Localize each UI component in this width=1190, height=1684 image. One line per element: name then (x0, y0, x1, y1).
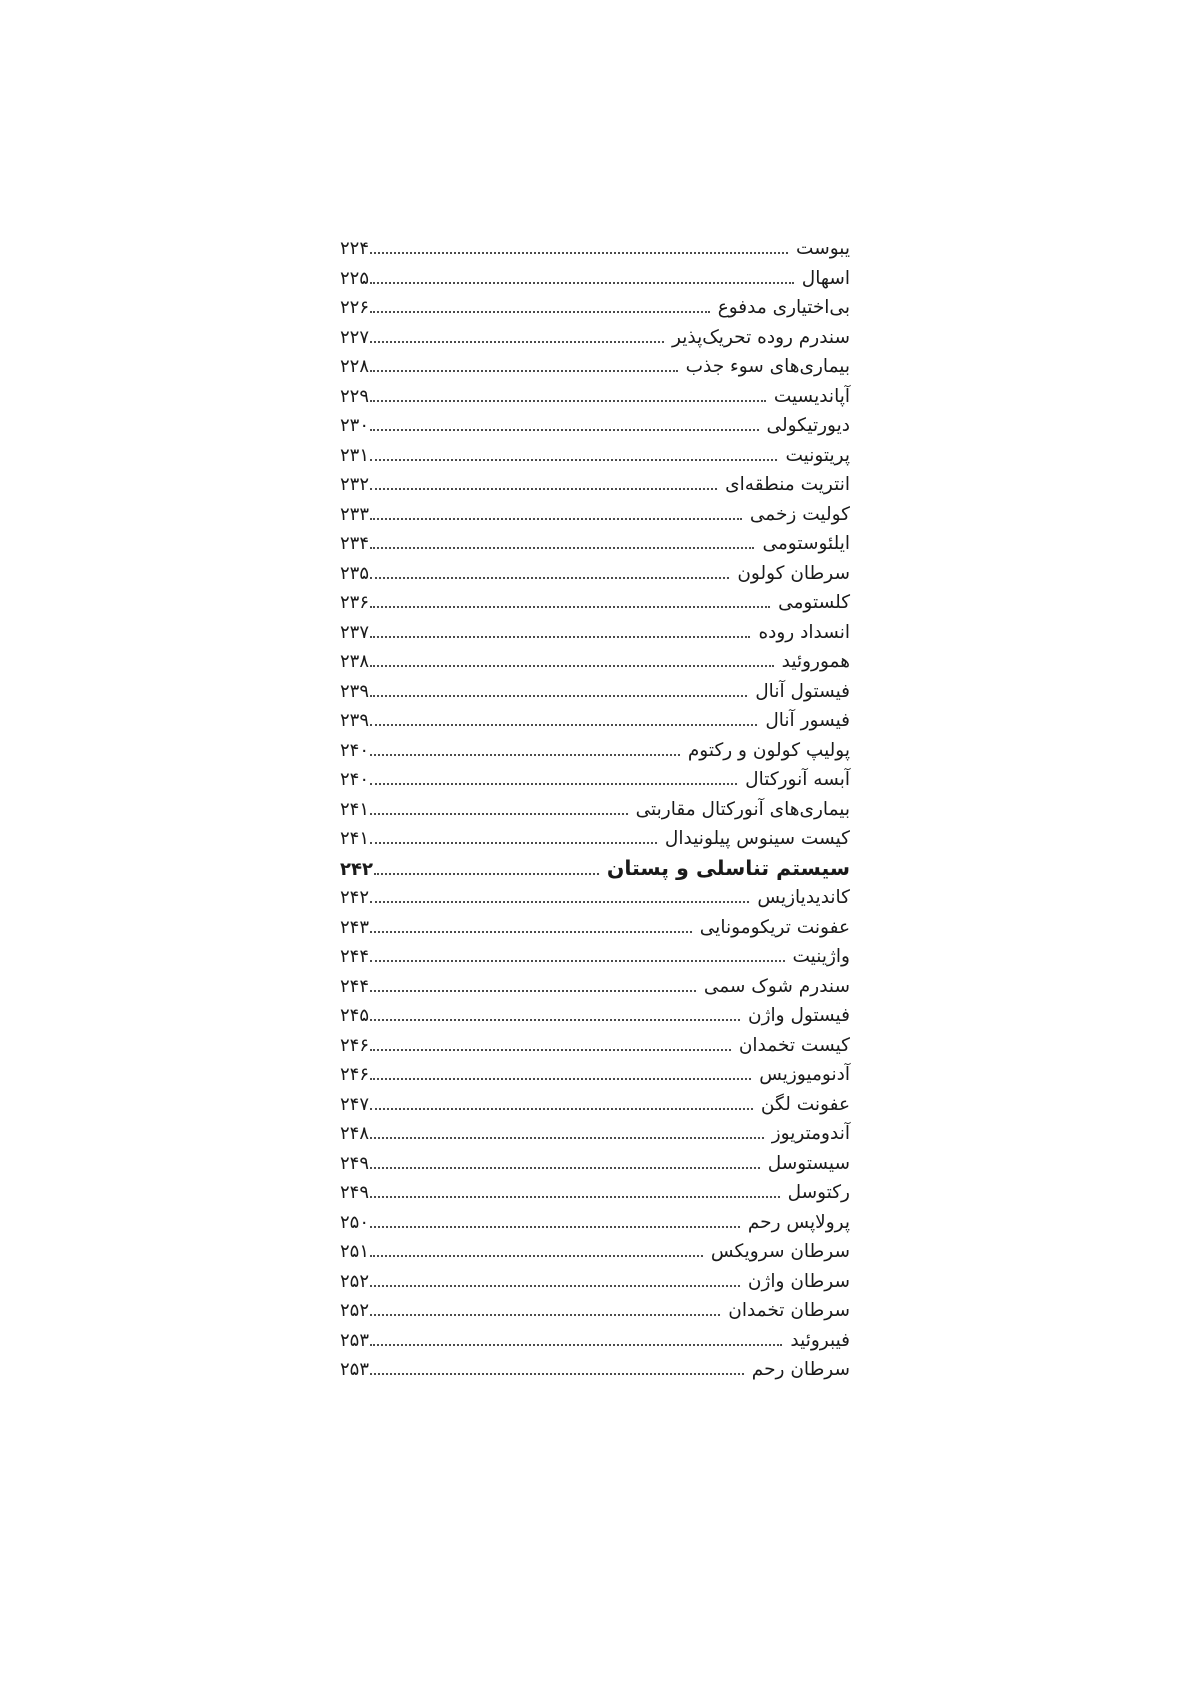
toc-entry-title: آپاندیسیت (773, 385, 850, 407)
toc-entry-title: دیورتیکولی (766, 415, 850, 436)
toc-entry-title: سیستم تناسلی و پستان (606, 855, 850, 880)
toc-entry-page: ۲۴۴ (340, 946, 370, 967)
toc-entry-page: ۲۳۹ (340, 710, 370, 731)
toc-entry (340, 529, 850, 559)
toc-entry-title: سندرم روده تحریک‌پذیر (672, 326, 850, 348)
toc-entry (340, 382, 850, 412)
toc-entry-title: فیبروئید (790, 1329, 850, 1351)
toc-entry (340, 323, 850, 353)
dot-leader (370, 778, 737, 785)
toc-entry-page: ۲۴۷ (340, 1093, 370, 1115)
toc-entry-title: انتریت منطقه‌ای (725, 474, 850, 495)
toc-entry-page: ۲۴۲ (340, 887, 370, 908)
dot-leader (370, 1309, 720, 1316)
toc-entry-page: ۲۵۱ (340, 1241, 370, 1262)
toc-entry-page: ۲۳۷ (340, 621, 370, 643)
toc-entry (340, 1208, 850, 1238)
toc-entry (340, 972, 850, 1002)
toc-entry-title: سندرم شوک سمی (703, 975, 850, 997)
toc-entry-page: ۲۴۹ (340, 1182, 370, 1203)
toc-entry-title: پریتونیت (785, 444, 850, 466)
toc-entry-title: فیسور آنال (765, 710, 850, 731)
toc-entry (340, 1267, 850, 1297)
dot-leader (370, 660, 774, 667)
toc-entry-page: ۲۴۶ (340, 1034, 370, 1056)
toc-entry-page: ۲۴۴ (340, 975, 370, 997)
toc-entry-page: ۲۴۵ (340, 1005, 370, 1026)
toc-entry-title: یبوست (796, 238, 850, 259)
dot-leader (370, 1339, 782, 1346)
toc-entry (340, 1090, 850, 1120)
toc-section-heading (340, 854, 850, 884)
dot-leader (370, 1103, 753, 1110)
toc-entry (340, 883, 850, 913)
toc-entry (340, 1237, 850, 1267)
toc-entry-title: کیست تخمدان (738, 1034, 850, 1056)
dot-leader (370, 926, 692, 933)
toc-entry-title: پرولاپس رحم (747, 1211, 850, 1233)
toc-entry-page: ۲۲۷ (340, 326, 370, 348)
toc-entry-title: کولیت زخمی (749, 503, 850, 525)
dot-leader (370, 424, 759, 431)
dot-leader (370, 1368, 744, 1375)
toc-entry (340, 1060, 850, 1090)
toc-entry-page: ۲۲۸ (340, 356, 370, 377)
toc-entry (340, 736, 850, 766)
toc-entry (340, 706, 850, 736)
toc-entry-page: ۲۳۹ (340, 680, 370, 702)
toc-entry-title: هموروئید (781, 651, 850, 672)
dot-leader (370, 454, 777, 461)
toc-entry-page: ۲۴۸ (340, 1123, 370, 1144)
dot-leader (370, 719, 757, 726)
dot-leader (370, 631, 750, 638)
toc-entry-title: واژینیت (792, 946, 850, 967)
dot-leader (370, 1250, 703, 1257)
dot-leader (370, 1014, 740, 1021)
toc-entry-page: ۲۵۲ (340, 1270, 370, 1292)
toc-entry-title: فیستول آنال (755, 680, 850, 702)
dot-leader (370, 483, 717, 490)
toc-entry (340, 1031, 850, 1061)
dot-leader (370, 1280, 740, 1287)
toc-entry-title: عفونت لگن (760, 1093, 850, 1115)
toc-entry (340, 618, 850, 648)
toc-entry-title: آبسه آنورکتال (745, 769, 850, 790)
dot-leader (370, 1044, 731, 1051)
dot-leader (370, 896, 749, 903)
toc-entry (340, 765, 850, 795)
toc-entry-page: ۲۲۶ (340, 297, 370, 318)
toc-entry-title: سرطان رحم (751, 1359, 850, 1380)
dot-leader (370, 690, 747, 697)
toc-entry-page: ۲۴۱ (340, 828, 370, 849)
toc-entry-title: کیست سینوس پیلونیدال (664, 828, 850, 849)
dot-leader (370, 837, 657, 844)
toc-entry (340, 647, 850, 677)
dot-leader (370, 1162, 760, 1169)
toc-entry-page: ۲۵۳ (340, 1359, 370, 1380)
toc-entry-page: ۲۳۸ (340, 651, 370, 672)
toc-entry-title: انسداد روده (758, 621, 850, 643)
toc-entry (340, 1149, 850, 1179)
toc-entry-page: ۲۴۹ (340, 1152, 370, 1174)
dot-leader (370, 513, 742, 520)
toc-entry-page: ۲۳۵ (340, 562, 370, 584)
toc-entry (340, 234, 850, 264)
toc-entry-title: سیستوسل (767, 1152, 850, 1174)
toc-entry (340, 264, 850, 294)
dot-leader (370, 306, 710, 313)
toc-entry-title: سرطان تخمدان (728, 1300, 850, 1321)
dot-leader (370, 1191, 780, 1198)
toc-entry-title: سرطان کولون (737, 562, 850, 584)
dot-leader (370, 336, 664, 343)
toc-entry-page: ۲۴۰ (340, 739, 370, 761)
toc-entry-page: ۲۳۲ (340, 474, 370, 495)
toc-entry-title: بیماری‌های آنورکتال مقاربتی (635, 798, 850, 820)
toc-entry-title: بیماری‌های سوء جذب (685, 356, 850, 377)
toc-entry-page: ۲۲۹ (340, 385, 370, 407)
toc-entry (340, 677, 850, 707)
toc-entry-title: آدنومیوزیس (759, 1064, 850, 1085)
dot-leader (374, 868, 599, 875)
toc-entry (340, 470, 850, 500)
toc-entry-page: ۲۳۳ (340, 503, 370, 525)
dot-leader (370, 277, 794, 284)
toc-entry-title: ایلئوستومی (762, 533, 850, 554)
toc-list (340, 234, 850, 1385)
toc-entry-page: ۲۳۴ (340, 533, 370, 554)
toc-entry-page: ۲۲۵ (340, 267, 370, 289)
toc-entry-page: ۲۴۰ (340, 769, 370, 790)
toc-entry-title: بی‌اختیاری مدفوع (717, 297, 850, 318)
toc-entry (340, 559, 850, 589)
toc-entry-title: اسهال (801, 267, 850, 289)
toc-entry-title: کاندیدیازیس (757, 887, 850, 908)
toc-entry (340, 913, 850, 943)
toc-entry-page: ۲۴۲ (340, 858, 373, 880)
dot-leader (370, 601, 770, 608)
toc-entry (340, 411, 850, 441)
dot-leader (370, 1073, 751, 1080)
toc-entry (340, 500, 850, 530)
dot-leader (370, 247, 788, 254)
toc-entry-page: ۲۵۲ (340, 1300, 370, 1321)
toc-entry-title: فیستول واژن (748, 1005, 850, 1026)
dot-leader (370, 808, 628, 815)
toc-entry (340, 1178, 850, 1208)
toc-entry (340, 1119, 850, 1149)
toc-entry (340, 942, 850, 972)
toc-entry-page: ۲۴۳ (340, 916, 370, 938)
dot-leader (370, 1221, 740, 1228)
toc-entry-page: ۲۳۰ (340, 415, 370, 436)
dot-leader (370, 365, 678, 372)
toc-entry (340, 824, 850, 854)
toc-entry (340, 1326, 850, 1356)
toc-entry-page: ۲۲۴ (340, 238, 370, 259)
toc-entry (340, 795, 850, 825)
toc-entry (340, 1296, 850, 1326)
dot-leader (370, 572, 729, 579)
toc-entry-page: ۲۳۶ (340, 592, 370, 613)
toc-entry-page: ۲۳۱ (340, 444, 370, 466)
toc-entry (340, 293, 850, 323)
toc-entry-title: سرطان واژن (747, 1270, 850, 1292)
toc-entry-page: ۲۵۰ (340, 1211, 370, 1233)
dot-leader (370, 395, 766, 402)
toc-entry (340, 588, 850, 618)
toc-entry-title: رکتوسل (787, 1182, 850, 1203)
dot-leader (370, 749, 680, 756)
toc-entry-title: آندومتریوز (771, 1123, 850, 1144)
toc-entry-page: ۲۵۳ (340, 1329, 370, 1351)
toc-entry-title: پولیپ کولون و رکتوم (687, 739, 850, 761)
dot-leader (370, 955, 784, 962)
toc-entry (340, 352, 850, 382)
toc-entry (340, 1355, 850, 1385)
dot-leader (370, 1132, 764, 1139)
toc-entry-title: سرطان سرویکس (710, 1241, 850, 1262)
toc-entry-title: عفونت تریکومونایی (699, 916, 850, 938)
toc-entry (340, 1001, 850, 1031)
dot-leader (370, 985, 696, 992)
toc-entry (340, 441, 850, 471)
toc-entry-page: ۲۴۶ (340, 1064, 370, 1085)
toc-entry-title: کلستومی (778, 592, 850, 613)
dot-leader (370, 542, 754, 549)
toc-entry-page: ۲۴۱ (340, 798, 370, 820)
